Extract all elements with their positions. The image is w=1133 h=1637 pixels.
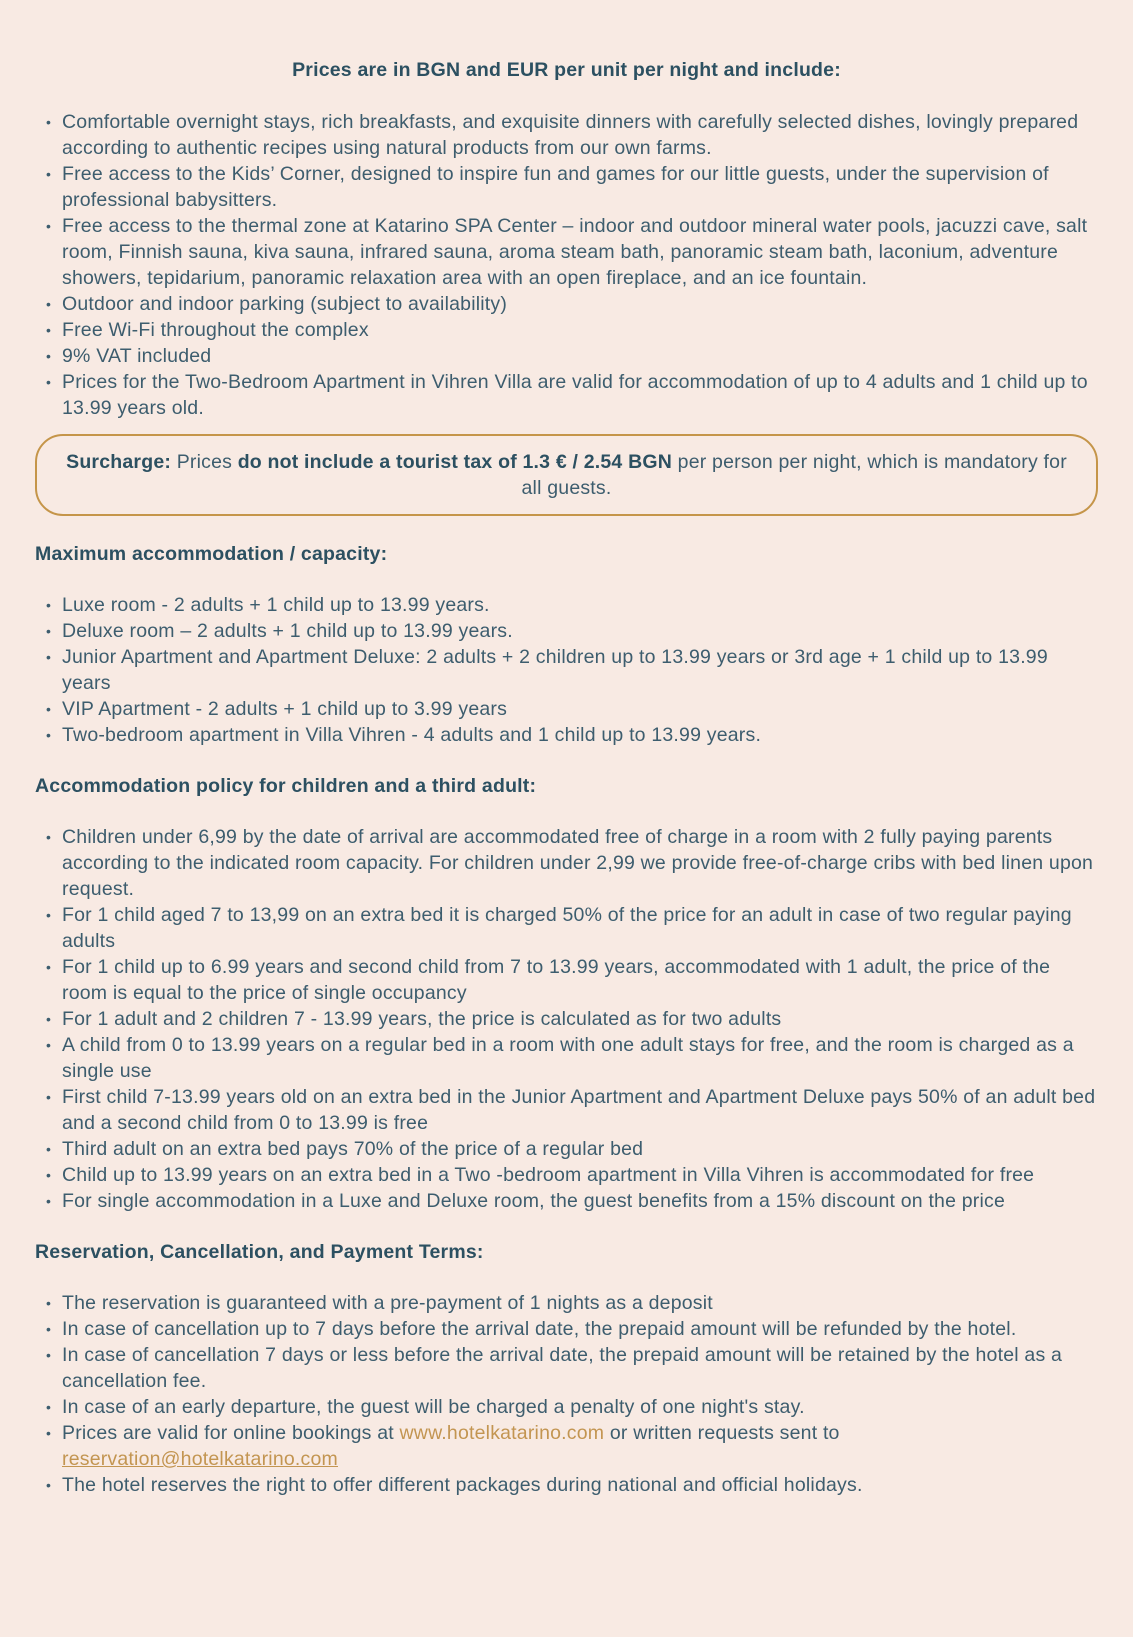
text: Prices for the Two-Bedroom Apartment in Vihren Villa are valid for accommodation of up to 4 adults and 1 child up to 13.99 years old. xyxy=(62,371,1088,419)
text: 9% VAT included xyxy=(62,345,212,367)
text: For 1 child up to 6.99 years and second child from 7 to 13.99 years, accommodated with 1 adult, the price of the room is equal to the price of single occupancy xyxy=(62,956,1051,1004)
text: Comfortable overnight stays, rich breakfasts, and exquisite dinners with carefully selected dishes, lovingly prepared according to authentic recipes using natural products from our own farms. xyxy=(62,111,1079,159)
text: VIP Apartment - 2 adults + 1 child up to 3.99 years xyxy=(62,698,508,720)
list-item xyxy=(35,1006,1098,1032)
text: For 1 child aged 7 to 13,99 on an extra bed it is charged 50% of the price for an adult in case of two regular paying adults xyxy=(62,904,1072,952)
text: For 1 adult and 2 children 7 - 13.99 years, the price is calculated as for two adults xyxy=(62,1008,782,1030)
text: Junior Apartment and Apartment Deluxe: 2 adults + 2 children up to 13.99 years or 3rd age + 1 child up to 13.99 years xyxy=(62,646,1048,694)
list-item xyxy=(35,1342,1098,1394)
surcharge-callout xyxy=(35,434,1098,516)
list-item xyxy=(35,317,1098,343)
list-item xyxy=(35,1472,1098,1498)
list-item xyxy=(35,954,1098,1006)
list-item xyxy=(35,618,1098,644)
text: Two-bedroom apartment in Villa Vihren - 4 adults and 1 child up to 13.99 years. xyxy=(62,724,762,746)
text: The reservation is guaranteed with a pre-payment of 1 nights as a deposit xyxy=(62,1292,713,1314)
list-item xyxy=(35,1136,1098,1162)
text: Prices xyxy=(176,451,238,473)
list-item xyxy=(35,592,1098,618)
text: or written requests sent to xyxy=(604,1422,840,1444)
text: Third adult on an extra bed pays 70% of the price of a regular bed xyxy=(62,1138,644,1160)
reservation-list xyxy=(35,1290,1098,1498)
list-item xyxy=(35,213,1098,291)
text: A child from 0 to 13.99 years on a regular bed in a room with one adult stays for free, and the room is charged as a single use xyxy=(62,1034,1074,1082)
text: Luxe room - 2 adults + 1 child up to 13.99 years. xyxy=(62,594,490,616)
text: Child up to 13.99 years on an extra bed in a Two -bedroom apartment in Villa Vihren is accommodated for free xyxy=(62,1164,1035,1186)
list-item xyxy=(35,1394,1098,1420)
list-item xyxy=(35,369,1098,421)
section-heading-children-policy: Accommodation policy for children and a third adult: xyxy=(35,775,537,797)
list-item xyxy=(35,1420,1098,1472)
email-link[interactable]: reservation@hotelkatarino.com xyxy=(62,1448,338,1470)
text: In case of an early departure, the guest will be charged a penalty of one night's stay. xyxy=(62,1396,805,1418)
text: per person per night, which is mandatory for all guests. xyxy=(521,451,1067,499)
list-item xyxy=(35,1084,1098,1136)
text: In case of cancellation 7 days or less before the arrival date, the prepaid amount will be retained by the hotel as a cancellation fee. xyxy=(62,1344,1063,1392)
bold-text: do not include a tourist tax of 1.3 € / 2.54 BGN xyxy=(237,451,673,473)
includes-list xyxy=(35,109,1098,421)
children-policy-list xyxy=(35,824,1098,1214)
section-heading-capacity: Maximum accommodation / capacity: xyxy=(35,543,388,565)
list-item xyxy=(35,343,1098,369)
capacity-list xyxy=(35,592,1098,748)
bold-text: Surcharge: xyxy=(66,451,177,473)
list-item xyxy=(35,1316,1098,1342)
list-item xyxy=(35,1032,1098,1084)
page-title: Prices are in BGN and EUR per unit per night and include: xyxy=(292,59,841,81)
text: Deluxe room – 2 adults + 1 child up to 13.99 years. xyxy=(62,620,513,642)
list-item xyxy=(35,722,1098,748)
list-item xyxy=(35,109,1098,161)
list-item xyxy=(35,824,1098,902)
text: In case of cancellation up to 7 days before the arrival date, the prepaid amount will be refunded by the hotel. xyxy=(62,1318,1017,1340)
text: The hotel reserves the right to offer different packages during national and official holidays. xyxy=(62,1474,863,1496)
section-heading-reservation: Reservation, Cancellation, and Payment Terms: xyxy=(35,1241,484,1263)
text: Free access to the Kids’ Corner, designed to inspire fun and games for our little guests, under the supervision of professional babysitters. xyxy=(62,163,1049,211)
list-item xyxy=(35,644,1098,696)
text: First child 7-13.99 years old on an extra bed in the Junior Apartment and Apartment Deluxe pays 50% of an adult bed and a second child from 0 to 13.99 is free xyxy=(62,1086,1096,1134)
text: For single accommodation in a Luxe and Deluxe room, the guest benefits from a 15% discount on the price xyxy=(62,1190,1006,1212)
text: Free Wi-Fi throughout the complex xyxy=(62,319,369,341)
list-item xyxy=(35,1162,1098,1188)
text: Free access to the thermal zone at Katarino SPA Center – indoor and outdoor mineral water pools, jacuzzi cave, salt room, Finnish sauna, kiva sauna, infrared sauna, aroma steam bath, panoramic steam bath, laconium, adventure showers, tepidarium, panoramic relaxation area with an open fireplace, and an ice fountain. xyxy=(62,215,1088,289)
text: Outdoor and indoor parking (subject to availability) xyxy=(62,293,508,315)
list-item xyxy=(35,902,1098,954)
list-item xyxy=(35,1290,1098,1316)
list-item xyxy=(35,291,1098,317)
text: Prices are valid for online bookings at xyxy=(62,1422,400,1444)
list-item xyxy=(35,696,1098,722)
surcharge-text xyxy=(63,449,1070,501)
list-item xyxy=(35,1188,1098,1214)
text: Children under 6,99 by the date of arrival are accommodated free of charge in a room with 2 fully paying parents according to the indicated room capacity. For children under 2,99 we provide free-of-charge cribs with bed linen upon request. xyxy=(62,826,1094,900)
website-link[interactable]: www.hotelkatarino.com xyxy=(399,1422,605,1444)
list-item xyxy=(35,161,1098,213)
